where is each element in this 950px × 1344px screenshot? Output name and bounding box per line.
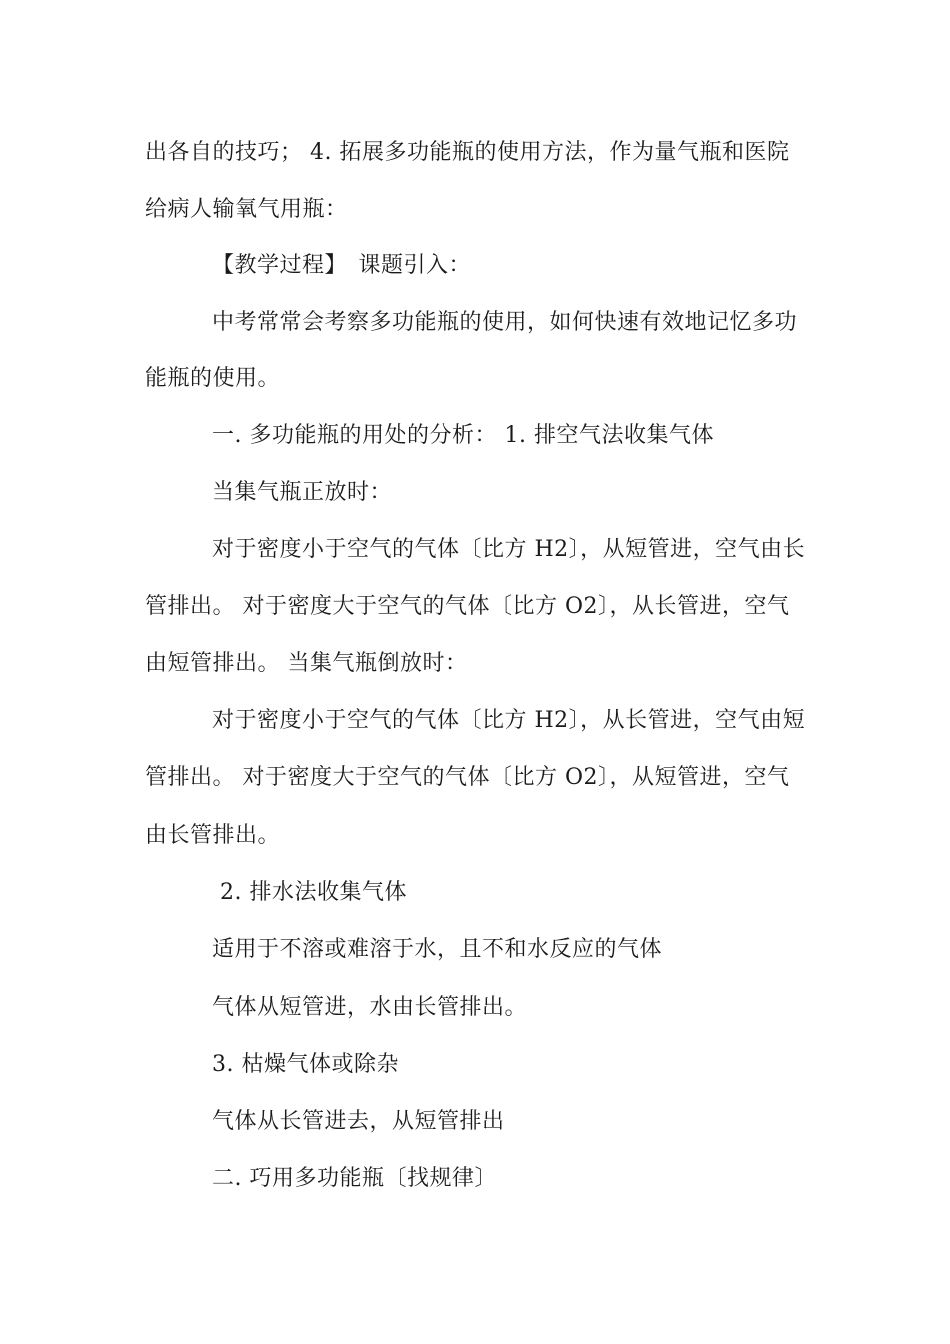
text-line: 适用于不溶或难溶于水，且不和水反应的气体 <box>212 937 663 962</box>
text-line: 气体从长管进去，从短管排出 <box>212 1109 505 1134</box>
text-line: 对于密度小于空气的气体〔比方 H2〕，从短管进，空气由长 <box>212 537 806 562</box>
section-heading: 【教学过程】 课题引入： <box>212 253 472 278</box>
text-line: 能瓶的使用。 <box>145 366 281 391</box>
text-line: 管排出。 对于密度大于空气的气体〔比方 O2〕，从长管进，空气 <box>145 594 790 619</box>
section-heading: 一. 多功能瓶的用处的分析： 1. 排空气法收集气体 <box>212 423 714 448</box>
text-line: 对于密度小于空气的气体〔比方 H2〕，从长管进，空气由短 <box>212 708 806 733</box>
text-line: 管排出。 对于密度大于空气的气体〔比方 O2〕，从短管进，空气 <box>145 765 790 790</box>
text-line: 由长管排出。 <box>145 823 281 848</box>
text-line: 由短管排出。 当集气瓶倒放时： <box>145 651 468 676</box>
section-heading: 二. 巧用多功能瓶〔找规律〕 <box>212 1166 497 1191</box>
text-line: 给病人输氧气用瓶： <box>145 197 348 222</box>
subsection-heading: 3. 枯燥气体或除杂 <box>212 1052 399 1077</box>
text-line: 当集气瓶正放时： <box>212 480 393 505</box>
text-line: 出各自的技巧； 4. 拓展多功能瓶的使用方法，作为量气瓶和医院 <box>145 140 790 165</box>
subsection-heading: 2. 排水法收集气体 <box>220 880 407 905</box>
text-line: 气体从短管进，水由长管排出。 <box>212 995 528 1020</box>
text-line: 中考常常会考察多功能瓶的使用，如何快速有效地记忆多功 <box>212 310 798 335</box>
